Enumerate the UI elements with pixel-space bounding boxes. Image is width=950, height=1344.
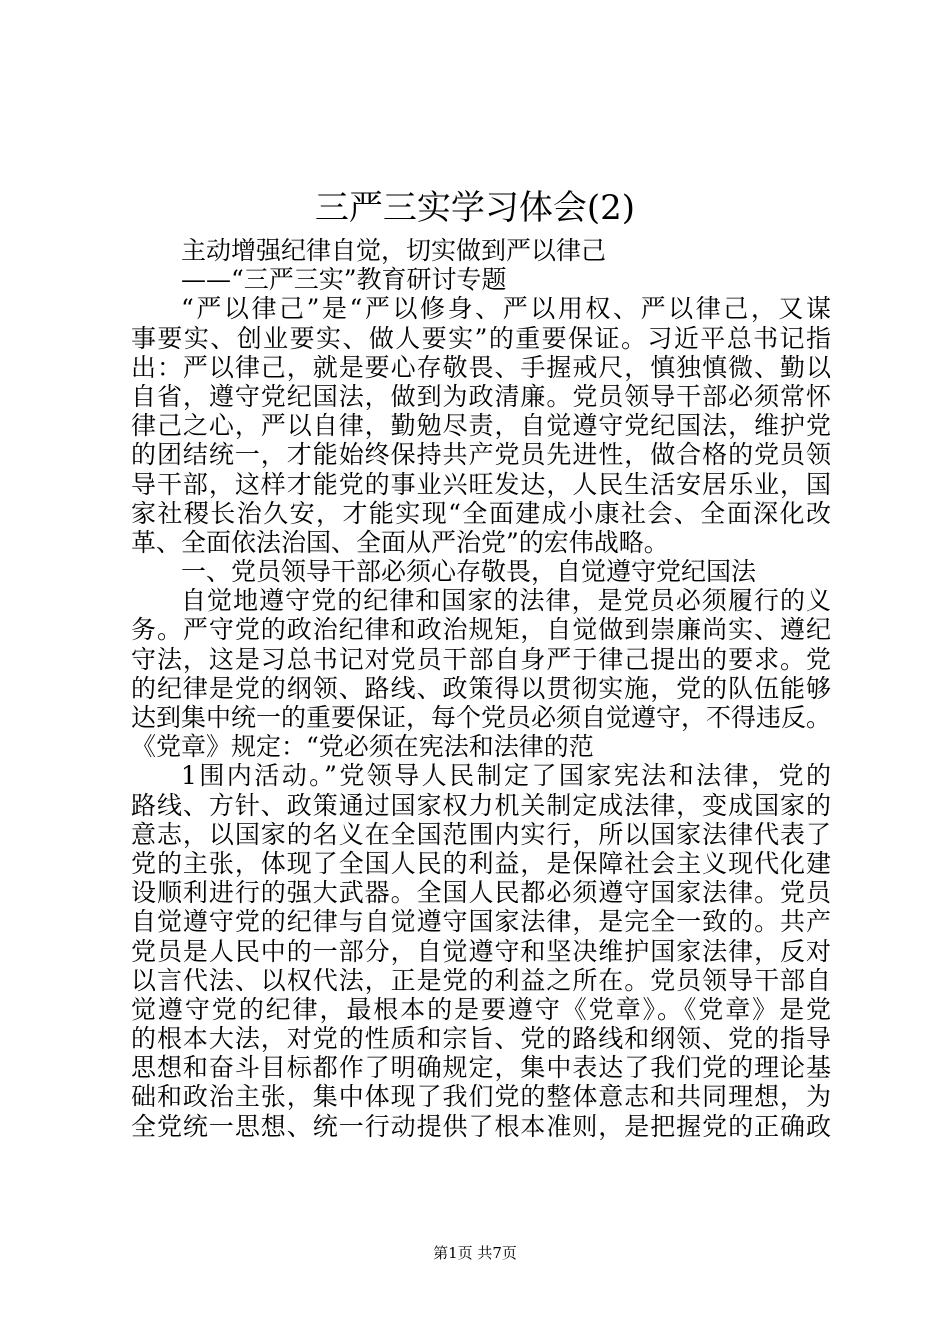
body-line: 的根本大法，对党的性质和宗旨、党的路线和纲领、党的指导 [131,1024,831,1054]
body-line: 础和政治主张，集中体现了我们党的整体意志和共同理想，为 [131,1082,831,1112]
body-line: 主动增强纪律自觉，切实做到严以律己 [181,236,607,265]
body-line: 律己之心，严以自律，勤勉尽责，自觉遵守党纪国法，维护党 [131,411,831,441]
body-line: 1围内活动。”党领导人民制定了国家宪法和法律，党的 [181,761,831,791]
body-line: 意志，以国家的名义在全国范围内实行，所以国家法律代表了 [131,819,831,849]
body-line: 事要实、创业要实、做人要实”的重要保证。习近平总书记指 [131,323,831,353]
body-line: 党员是人民中的一部分，自觉遵守和坚决维护国家法律，反对 [131,936,831,966]
body-line: 达到集中统一的重要保证，每个党员必须自觉遵守，不得违反。 [131,703,832,732]
body-line: 务。严守党的政治纪律和政治规矩，自觉做到崇廉尚实、遵纪 [131,615,831,645]
body-line: 设顺利进行的强大武器。全国人民都必须遵守国家法律。党员 [131,878,831,908]
document-title: 三严三实学习体会(2) [314,188,636,228]
body-line: 路线、方针、政策通过国家权力机关制定成法律，变成国家的 [131,790,831,820]
body-line: 《党章》规定：“党必须在宪法和法律的范 [131,732,594,762]
body-line: 以言代法、以权代法，正是党的利益之所在。党员领导干部自 [131,965,831,995]
document-body [131,236,831,1141]
page-footer: 第1页 共7页 [433,1244,517,1262]
body-line: “严以律己”是“严以修身、严以用权、严以律己，又谋 [181,294,831,324]
body-line: 自省，遵守党纪国法，做到为政清廉。党员领导干部必须常怀 [131,381,831,411]
body-line: ——“三严三实”教育研讨专题 [181,265,507,295]
body-line: 觉遵守党的纪律，最根本的是要遵守《党章》。《党章》是党 [131,994,831,1024]
body-line: 的纪律是党的纲领、路线、政策得以贯彻实施，党的队伍能够 [131,673,831,703]
body-line: 导干部，这样才能党的事业兴旺发达，人民生活安居乐业，国 [131,469,831,499]
body-line: 自觉遵守党的纪律与自觉遵守国家法律，是完全一致的。共产 [131,907,831,937]
body-line: 的团结统一，才能始终保持共产党员先进性，做合格的党员领 [131,440,831,470]
body-line: 思想和奋斗目标都作了明确规定，集中表达了我们党的理论基 [131,1053,831,1083]
body-line: 党的主张，体现了全国人民的利益，是保障社会主义现代化建 [131,848,831,878]
body-line: 家社稷长治久安，才能实现“全面建成小康社会、全面深化改 [131,498,831,528]
body-line: 全党统一思想、统一行动提供了根本准则，是把握党的正确政 [131,1111,831,1141]
body-line: 出：严以律己，就是要心存敬畏、手握戒尺，慎独慎微、勤以 [131,352,831,382]
body-line: 革、全面依法治国、全面从严治党”的宏伟战略。 [131,527,669,557]
body-line: 自觉地遵守党的纪律和国家的法律，是党员必须履行的义 [181,586,831,616]
body-line: 一、党员领导干部必须心存敬畏，自觉遵守党纪国法 [181,557,757,587]
body-line: 守法，这是习总书记对党员干部自身严于律己提出的要求。党 [131,644,831,674]
